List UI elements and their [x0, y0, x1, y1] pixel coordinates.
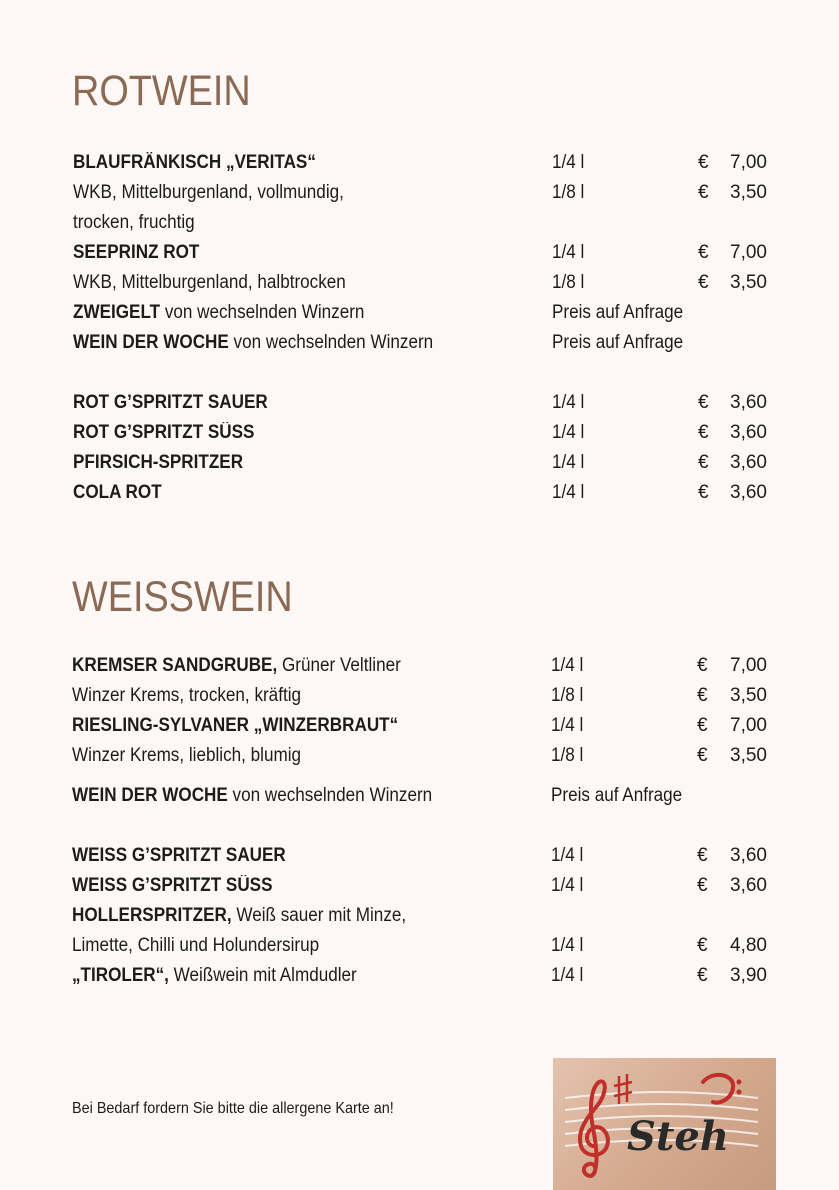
currency-symbol: € — [698, 272, 709, 293]
item-description: Winzer Krems, lieblich, blumig — [72, 745, 302, 766]
currency-symbol: € — [698, 482, 709, 503]
item-description — [72, 871, 272, 901]
price-note: Preis auf Anfrage — [552, 302, 684, 323]
logo — [553, 1058, 776, 1190]
item-description — [73, 388, 268, 418]
item-name: WEIN DER WOCHE — [73, 332, 229, 353]
item-price: 3,60 — [730, 452, 767, 473]
currency-symbol: € — [698, 182, 709, 203]
item-price: 3,50 — [730, 182, 767, 203]
currency-symbol: € — [698, 392, 709, 413]
item-size: 1/8 l — [551, 685, 584, 706]
menu-row — [0, 178, 839, 208]
item-description: WKB, Mittelburgenland, halbtrocken — [73, 272, 346, 293]
item-description — [73, 448, 243, 478]
item-description: ZWEIGELT von wechselnden Winzern — [73, 302, 365, 323]
price-note: Preis auf Anfrage — [552, 332, 684, 353]
menu-row — [0, 961, 839, 991]
item-name: PFIRSICH-SPRITZER — [73, 452, 244, 473]
menu-row — [0, 268, 839, 298]
item-size: 1/4 l — [552, 452, 585, 473]
item-description: Winzer Krems, trocken, kräftig — [72, 685, 302, 706]
item-size: 1/4 l — [551, 935, 584, 956]
item-name: ZWEIGELT — [73, 302, 161, 323]
currency-symbol: € — [697, 965, 708, 986]
menu-row — [0, 841, 839, 871]
menu-row — [0, 681, 839, 711]
menu-row — [0, 148, 839, 178]
item-size: 1/4 l — [551, 965, 584, 986]
logo-text: Steh — [627, 1113, 729, 1160]
price-note: Preis auf Anfrage — [551, 785, 683, 806]
item-name: ROT G’SPRITZT SÜSS — [73, 422, 255, 443]
item-name: KREMSER SANDGRUBE, — [72, 655, 278, 676]
section-title-weisswein: WEISSWEIN — [72, 573, 293, 621]
item-name: COLA ROT — [73, 482, 162, 503]
item-size: 1/4 l — [552, 242, 585, 263]
item-size: 1/4 l — [551, 875, 584, 896]
item-price: 7,00 — [730, 655, 767, 676]
currency-symbol: € — [697, 685, 708, 706]
item-price: 7,00 — [730, 715, 767, 736]
item-name: HOLLERSPRITZER, — [72, 905, 232, 926]
item-size: 1/4 l — [552, 422, 585, 443]
item-price: 3,60 — [730, 845, 767, 866]
menu-row — [0, 388, 839, 418]
item-price: 3,60 — [730, 392, 767, 413]
menu-row — [0, 238, 839, 268]
item-price: 3,60 — [730, 422, 767, 443]
menu-row — [0, 871, 839, 901]
currency-symbol: € — [698, 152, 709, 173]
item-description: KREMSER SANDGRUBE, Grüner Veltliner — [72, 655, 401, 676]
item-description: Limette, Chilli und Holundersirup — [72, 935, 320, 956]
item-size: 1/4 l — [551, 715, 584, 736]
item-size: 1/4 l — [551, 845, 584, 866]
menu-row — [0, 298, 839, 328]
item-name: WEISS G’SPRITZT SAUER — [72, 845, 286, 866]
allergen-note: Bei Bedarf fordern Sie bitte die allergene Karte an! — [72, 1100, 394, 1117]
item-description — [73, 418, 254, 448]
item-description — [72, 841, 286, 871]
item-size: 1/4 l — [552, 482, 585, 503]
item-name: SEEPRINZ ROT — [73, 242, 200, 263]
currency-symbol: € — [697, 655, 708, 676]
section-title-rotwein: ROTWEIN — [72, 67, 251, 115]
item-name: RIESLING-SYLVANER „WINZERBRAUT“ — [72, 715, 399, 736]
item-description — [73, 148, 316, 178]
item-price: 3,60 — [730, 482, 767, 503]
item-price: 3,60 — [730, 875, 767, 896]
item-name: WEIN DER WOCHE — [72, 785, 228, 806]
menu-row — [0, 448, 839, 478]
menu-row — [0, 931, 839, 961]
item-description: trocken, fruchtig — [73, 212, 195, 233]
item-description — [72, 711, 398, 741]
item-size: 1/8 l — [551, 745, 584, 766]
item-price: 3,50 — [730, 272, 767, 293]
menu-row — [0, 781, 839, 811]
currency-symbol: € — [697, 845, 708, 866]
item-size: 1/8 l — [552, 272, 585, 293]
menu-row — [0, 208, 839, 238]
item-name: ROT G’SPRITZT SAUER — [73, 392, 268, 413]
item-name: WEISS G’SPRITZT SÜSS — [72, 875, 273, 896]
currency-symbol: € — [698, 422, 709, 443]
item-size: 1/4 l — [552, 392, 585, 413]
item-description: HOLLERSPRITZER, Weiß sauer mit Minze, — [72, 905, 407, 926]
item-size: 1/4 l — [552, 152, 585, 173]
currency-symbol: € — [697, 715, 708, 736]
item-size: 1/4 l — [551, 655, 584, 676]
item-description: WEIN DER WOCHE von wechselnden Winzern — [72, 785, 433, 806]
item-price: 4,80 — [730, 935, 767, 956]
item-price: 7,00 — [730, 152, 767, 173]
menu-row — [0, 711, 839, 741]
item-description: „TIROLER“, Weißwein mit Almdudler — [72, 965, 357, 986]
item-size: 1/8 l — [552, 182, 585, 203]
currency-symbol: € — [697, 935, 708, 956]
item-name: „TIROLER“, — [72, 965, 169, 986]
menu-row — [0, 901, 839, 931]
currency-symbol: € — [698, 242, 709, 263]
item-description — [73, 238, 199, 268]
menu-row — [0, 741, 839, 771]
item-name: BLAUFRÄNKISCH „VERITAS“ — [73, 152, 316, 173]
item-description: WKB, Mittelburgenland, vollmundig, — [73, 182, 344, 203]
treble-clef-sharp-icon — [553, 1058, 776, 1190]
item-price: 3,90 — [730, 965, 767, 986]
currency-symbol: € — [697, 875, 708, 896]
currency-symbol: € — [698, 452, 709, 473]
currency-symbol: € — [697, 745, 708, 766]
menu-row — [0, 418, 839, 448]
item-description: WEIN DER WOCHE von wechselnden Winzern — [73, 332, 434, 353]
menu-row — [0, 651, 839, 681]
menu-row — [0, 328, 839, 358]
item-description — [73, 478, 162, 508]
item-price: 3,50 — [730, 685, 767, 706]
item-price: 7,00 — [730, 242, 767, 263]
item-price: 3,50 — [730, 745, 767, 766]
menu-row — [0, 478, 839, 508]
